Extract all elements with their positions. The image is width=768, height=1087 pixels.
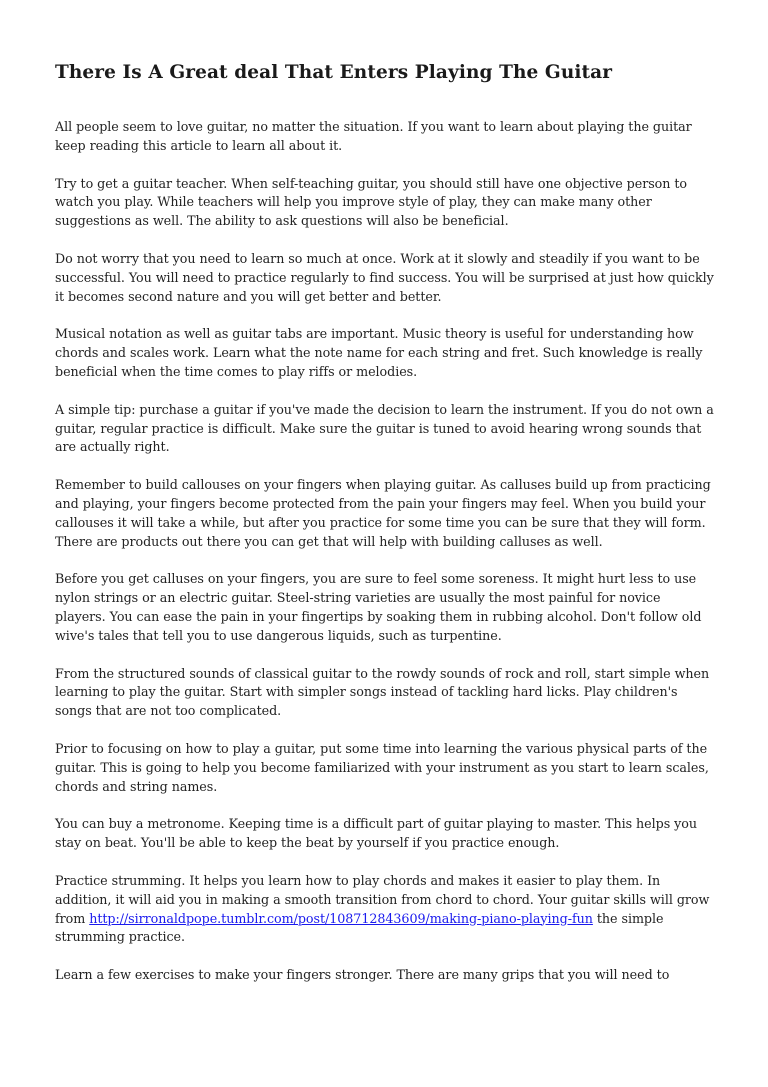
paragraph: Remember to build callouses on your fingers when playing guitar. As calluses build up from practicing and playing, your fingers become protected from the pain your fingers may feel. When you build your callouses it will take a while, but after you practice for some time you can be sure that they will form. There are products out there you can get that will help with building calluses as well. — [55, 477, 711, 549]
document-title: There Is A Great deal That Enters Playing The Guitar — [55, 62, 613, 83]
paragraph: A simple tip: purchase a guitar if you've made the decision to learn the instrument. If you do not own a guitar, regular practice is difficult. Make sure the guitar is tuned to avoid hearing wrong sounds that are actually right. — [55, 401, 714, 455]
strumming-text-after-link: the simple strumming practice. — [55, 910, 664, 945]
final-paragraph: Learn a few exercises to make your fingers stronger. There are many grips that you will need to — [55, 967, 670, 983]
paragraph: You can buy a metronome. Keeping time is a difficult part of guitar playing to master. This helps you stay on beat. You'll be able to keep the beat by yourself if you practice enough. — [55, 816, 697, 851]
article-link[interactable]: http://sirronaldpope.tumblr.com/post/108712843609/making-piano-playing-fun — [89, 910, 593, 926]
paragraph: Before you get calluses on your fingers, you are sure to feel some soreness. It might hurt less to use nylon strings or an electric guitar. Steel-string varieties are usually the most painful for novice players. You can ease the pain in your fingertips by soaking them in rubbing alcohol. Don't follow old wive's tales that tell you to use dangerous liquids, such as turpentine. — [55, 571, 702, 643]
paragraph: All people seem to love guitar, no matter the situation. If you want to learn about playing the guitar keep reading this article to learn all about it. — [55, 119, 692, 153]
paragraph: Prior to focusing on how to play a guitar, put some time into learning the various physical parts of the guitar. This is going to help you become familiarized with your instrument as you start to learn scales, chords and string names. — [55, 740, 709, 794]
paragraph: Do not worry that you need to learn so much at once. Work at it slowly and steadily if you want to be successful. You will need to practice regularly to find success. You will be surprised at just how quickly it becomes second nature and you will get better and better. — [55, 250, 714, 304]
strumming-paragraph — [55, 872, 715, 947]
paragraph: Musical notation as well as guitar tabs are important. Music theory is useful for understanding how chords and scales work. Learn what the note name for each string and fret. Such knowledge is really beneficial when the time comes to play riffs or melodies. — [55, 326, 703, 379]
paragraph: Try to get a guitar teacher. When self-teaching guitar, you should still have one objective person to watch you play. While teachers will help you improve style of play, they can make many other suggestions as well. The ability to ask questions will also be beneficial. — [55, 175, 688, 229]
strumming-text-before-link: Practice strumming. It helps you learn how to play chords and makes it easier to play them. In addition, it will aid you in making a smooth transition from chord to chord. Your guitar skills will grow from — [55, 872, 710, 926]
document-page — [55, 60, 715, 1004]
paragraph: From the structured sounds of classical guitar to the rowdy sounds of rock and roll, start simple when learning to play the guitar. Start with simpler songs instead of tackling hard licks. Play children's songs that are not too complicated. — [55, 665, 710, 719]
